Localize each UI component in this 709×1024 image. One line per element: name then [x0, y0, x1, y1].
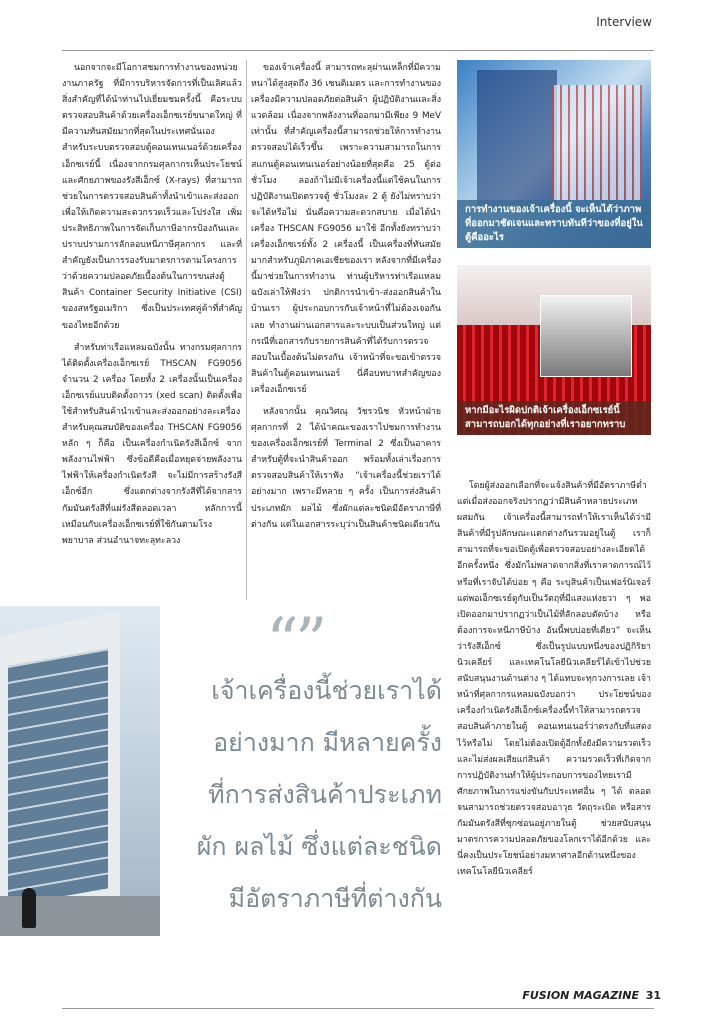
paragraph: โดยผู้ส่งออกเลือกที่จะแจ้งสินค้าที่มีอัตราภาษีต่ำ แต่เมื่อส่งออกจริงปรากฏว่ามีสินค้าหลายประเภทผสมกัน เจ้าเครื่องนี้สามารถทำให้เราเห็นได้ว่ามีสินค้าที่มีรูปลักษณะแตกต่างกันรวมอยู่ในตู้ เราก็สามารถที่จะขอเปิดตู้เพื่อตรวจสอบอย่างละเอียดได้อีกครั้งหนึ่ง ซึ่งมักไม่พลาดจากสิ่งที่เราคาดการณ์ไว้ หรือที่เราจับได้บ่อย ๆ คือ ระบุสินค้าเป็นเฟอร์นิเจอร์ แต่พอเอ็กซเรย์ดูกับเป็นวัตถุที่มีแสงแห่งยวา ๆ พอเปิดออกมาปรากฏว่าเป็นไม้ที่ลักลอบตัดบ้าง หรือต้องการจะหนีภาษีบ้าง อันนี้พบบ่อยที่เดียว” จะเห็นว่ารังสีเอ็กซ์ ซึ่งเป็นรูปแบบหนึ่งของปฏิกิริยานิวเคลียร์ และเทคโนโลยีนิวเคลียร์ได้เข้าไปช่วยสนับสนุนงานด้านต่าง ๆ ได้แทบจะทุกวงการเลย เจ้าหน้าที่ศุลกากรแหลมฉบังบอกว่า ประโยชน์ของเครื่องกำเนิดรังสีเอ็กซ์เครื่องนี้ทำให้สามารถตรวจสอบสินค้าภายในตู้ คอนเทนเนอร์ว่าตรงกับที่แสดงไว้หรือไม่ โดยไม่ต้องเปิดตู้อีกทั้งยังมีความรวดเร็วและไม่ส่งผลเสียแก่สินค้า ความรวดเร็วที่เกิดจากการปฏิบัติงานทำให้ผู้ประกอบการของไทยเรามีศักยภาพในการแข่งขันกับประเทศอื่น ๆ ได้ ตลอดจนสามารถช่วยตรวจสอบอาวุธ วัตถุระเบิด หรือสารกัมมันตรังสีที่ซุกซ่อนอยู่ภายในตู้ ช่วยสนับสนุนมาตรการความปลอดภัยของโลกเราได้อีกด้วย และนี่คงเป็นประโยชน์อย่างมหาศาลอีกด้านหนึ่งของเทคโนโลยีนิวเคลียร์ [457, 481, 651, 878]
article-column-3 [457, 478, 651, 886]
scan-panel [477, 70, 557, 210]
paragraph: สำหรับท่าเรือแหลมฉบังนั้น ทางกรมศุลกากรได้ติดตั้งเครื่องเอ็กซเรย์ THSCAN FG9056 จำนวน 2 เครื่อง โดยทั้ง 2 เครื่องนั้นเป็นเครื่องเอ็กซเรย์แบบติดตั้งถาวร (xed scan) ติดตั้งเพื่อใช้สำหรับสินค้านำเข้าและส่งออกอย่างละเครื่อง สำหรับคุณสมบัติของเครื่อง THSCAN FG9056 หลัก ๆ ก็คือ เป็นเครื่องกำเนิดรังสีเอ็กซ์ จากพลังงานไฟฟ้า ซึ่งข้อดีคือเมื่อหยุดจ่ายพลังงานไฟฟ้าให้เครื่องกำเนิดรังสี จะไม่มีการสร้างรังสีเอ็กซ์อีก ซึ่งแตกต่างจากรังสีที่ได้จากสารกัมมันตรังสีที่แผ่รังสีตลอดเวลา หลักการนี้เหมือนกับเครื่องเอ็กซเรย์ที่ใช้กันตามโรงพยาบาล ส่วนอำนาจทะลุทะลวง [62, 342, 242, 546]
scan-overlay [552, 85, 642, 200]
paragraph: ของเจ้าเครื่องนี้ สามารถทะลุผ่านเหล็กที่มีความหนาได้สูงสุดถึง 36 เซนติเมตร และการทำงานของเครื่องมีความปลอดภัยต่อสินค้า ผู้ปฏิบัติงานและสิ่งแวดล้อม เนื่องจากพลังงานที่ออกมามีเพียง 9 MeV เท่านั้น ที่สำคัญเครื่องนี้สามารถช่วยให้การทำงานตรวจสอบได้เร็วขึ้น เพราะความสามารถในการสแกนตู้คอนเทนเนอร์อย่างน้อยที่สุดคือ 25 ตู้ต่อชั่วโมง ลองถ้าไม่มีเจ้าเครื่องนี้แต่ใช้คนในการปฏิบัติงานเปิดตรวจตู้ ชั่วโมงละ 2 ตู้ ยังไม่ทราบว่าจะได้หรือไม่ นั่นคือความสะดวกสบาย เมื่อได้นำเครื่อง THSCAN FG9056 มาใช้ อีกทั้งยังทราบว่าเครื่องเอ็กซเรย์ทั้ง 2 เครื่องนี้ เป็นเครื่องที่ทันสมัยมากสำหรับภูมิภาคเอเชียของเรา หลังจากที่มีเครื่องนี้มาช่วยในการทำงาน ท่านผู้บริหารท่าเรือแหลมฉบังเล่าให้ฟังว่า ปกติการนำเข้า-ส่งออกสินค้าในบ้านเรา ผู้ประกอบการกับเจ้าหน้าที่ไม่ต้องเจอกันเลย ทำงานผ่านเอกสารและระบบเป็นส่วนใหญ่ แต่กรณีที่เอกสารกับรายการสินค้าที่ได้รับการตรวจสอบในเบื้องต้นไม่ตรงกัน เจ้าหน้าที่จะขอเข้าตรวจสินค้าในตู้คอนเทนเนอร์ นี่คือบทบาทสำคัญของเครื่องเอ็กซเรย์ [251, 63, 441, 395]
xray-container-photo [457, 265, 651, 435]
building-photo [0, 606, 160, 936]
header-rule [62, 50, 654, 51]
building-windows [8, 648, 108, 906]
scan-inset [540, 295, 632, 377]
article-column-1 [62, 60, 242, 555]
photo-caption: การทำงานของเจ้าเครื่องนี้ จะเห็นได้ว่าภาพที่ออกมาชัดเจนและทราบทันทีว่าของที่อยู่ในตู้คืออะไร [457, 200, 651, 248]
pull-quote [172, 665, 442, 925]
paragraph: หลังจากนั้น คุณวิศณุ วัชรวนิช หัวหน้าฝ่ายศุลกากรที่ 2 ได้นำคณะของเราไปชมการทำงานของเครื่องเอ็กซเรย์ที่ Terminal 2 ซึ่งเป็นอาคารสำหรับตู้ที่จะนำสินค้าออก พร้อมทั้งเล่าเรื่องการตรวจสอบสินค้าให้เราฟัง “เจ้าเครื่องนี้ช่วยเราได้อย่างมาก เพราะมีหลาย ๆ ครั้ง เป็นการส่งสินค้าประเภทผัก ผลไม้ ซึ่งผักแต่ละชนิดมีอัตราภาษีที่ต่างกัน แต่ในเอกสารระบุว่าเป็นสินค้าชนิดเดียวกัน [251, 406, 441, 530]
pull-quote-line: ที่การส่งสินค้าประเภท [208, 780, 442, 809]
footer-rule [62, 1008, 654, 1009]
pull-quote-line: อย่างมาก มีหลายครั้ง [213, 728, 442, 757]
pull-quote-line: เจ้าเครื่องนี้ช่วยเราได้ [211, 676, 442, 705]
xray-scan-photo [457, 60, 651, 248]
section-label: Interview [596, 15, 652, 29]
pull-quote-line: มีอัตราภาษีที่ต่างกัน [228, 884, 442, 913]
photo-caption: หากมีอะไรผิดปกติเจ้าเครื่องเอ็กซเรย์นี้สามารถบอกได้ทุกอย่างที่เราอยากทราบ [457, 401, 651, 435]
page-number: 31 [645, 989, 661, 1002]
magazine-name: FUSION MAGAZINE [522, 989, 639, 1002]
article-column-2 [251, 60, 441, 539]
quote-mark-icon: “” [266, 605, 324, 679]
pull-quote-line: ผัก ผลไม้ ซึ่งแต่ละชนิด [196, 832, 442, 861]
person-silhouette [22, 888, 36, 928]
paragraph: นอกจากจะมีโอกาสชมการทำงานของหน่วยงานภาครัฐ ที่มีการบริหารจัดการที่เป็นเลิศแล้ว สิ่งสำคัญที่ได้นำท่านไปเยี่ยมชมครั้งนี้ คือระบบตรวจสอบสินค้าด้วยเครื่องเอ็กซเรย์ขนาดใหญ่ ที่มีความทันสมัยมากที่สุดในประเทศนั่นเอง สำหรับระบบตรวจสอบตู้คอนเทนเนอร์ด้วยเครื่องเอ็กซเรย์นี้ เนื่องจากกรมศุลกากรเห็นประโยชน์และศักยภาพของรังสีเอ็กซ์ (X-rays) ที่สามารถช่วยในการตรวจสอบสินค้าทั้งนำเข้าและส่งออก เพื่อให้เกิดความสะดวกรวดเร็วและโปร่งใส เพิ่มประสิทธิภาพในการจัดเก็บภาษีอากรป้องกันและปราบปรามการลักลอบหนีภาษีศุลกากร และที่สำคัญยังเป็นการรองรับมาตรการตามโครงการว่าด้วยความปลอดภัยเบื้องต้นในการขนส่งตู้สินค้า Container Security Initiative (CSI) ของสหรัฐอเมริกา ซึ่งเป็นประเทศคู่ค้าที่สำคัญของไทยอีกด้วย [62, 63, 242, 331]
column-divider [246, 60, 247, 600]
